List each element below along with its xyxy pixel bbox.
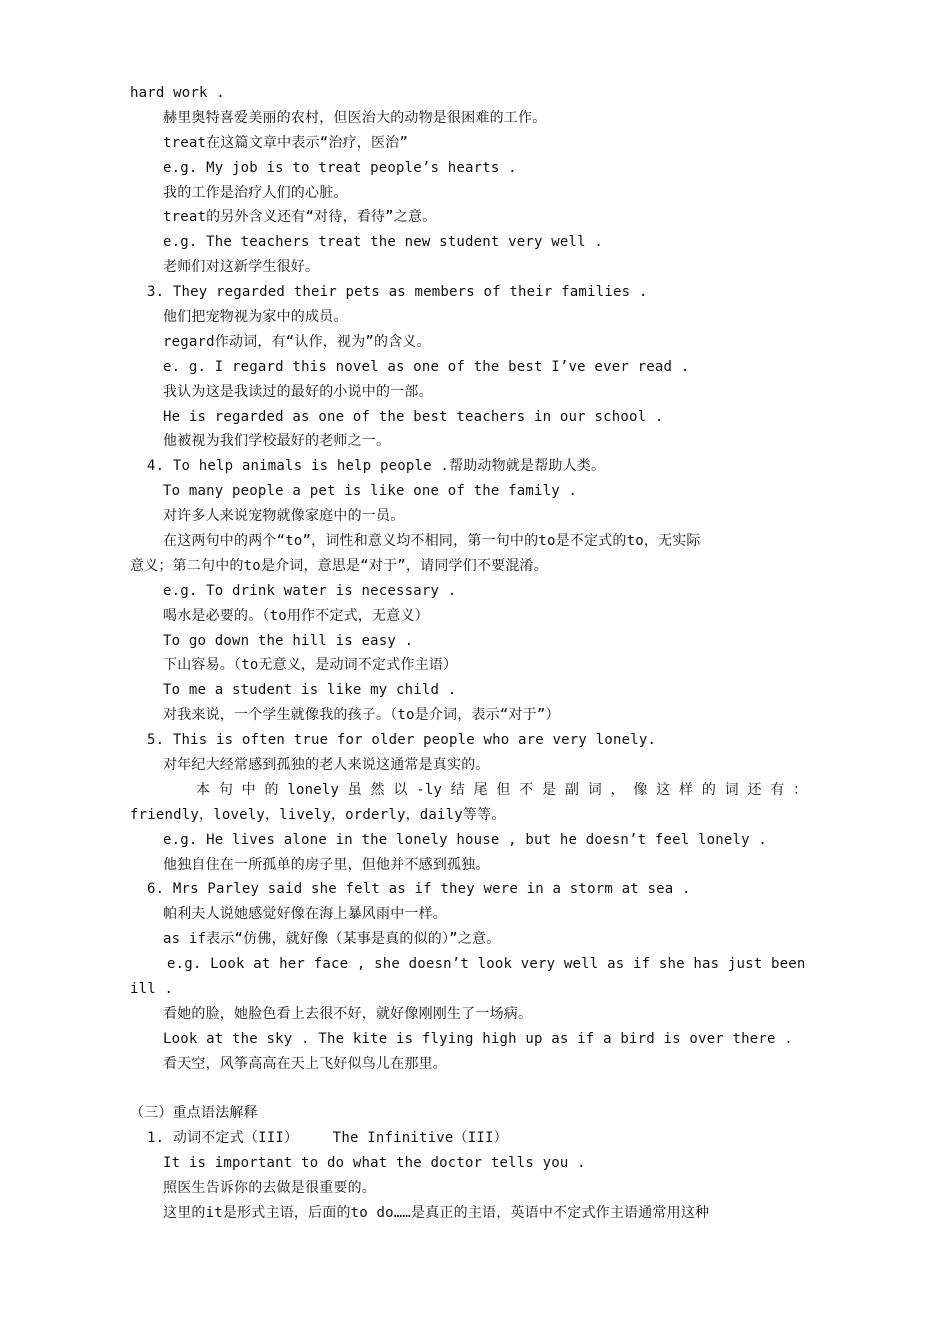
- text-line: ill .: [130, 981, 174, 997]
- text-line: 看天空，风筝高高在天上飞好似鸟儿在那里。: [163, 1056, 447, 1072]
- text-line: e.g. To drink water is necessary .: [163, 583, 457, 599]
- text-line: 意义；第二句中的to是介词，意思是“对于”，请同学们不要混淆。: [130, 558, 548, 574]
- text-line: 对年纪大经常感到孤独的老人来说这通常是真实的。: [163, 757, 490, 773]
- text-line: 赫里奥特喜爱美丽的农村，但医治大的动物是很困难的工作。: [163, 110, 547, 126]
- text-line: 他被视为我们学校最好的老师之一。: [163, 433, 391, 449]
- list-item-5: 5. This is often true for older people who are very lonely.: [147, 732, 657, 748]
- text-line: Look at the sky . The kite is flying high up as if a bird is over there .: [163, 1031, 793, 1047]
- text-line: 我的工作是治疗人们的心脏。: [163, 185, 348, 201]
- text-line: e.g. The teachers treat the new student very well .: [163, 234, 604, 250]
- text-line: e. g. I regard this novel as one of the best I’ve ever read .: [163, 359, 690, 375]
- text-line: 这里的it是形式主语，后面的to do……是真正的主语，英语中不定式作主语通常用这种: [163, 1205, 710, 1221]
- text-line: To me a student is like my child .: [163, 682, 457, 698]
- text-line: 他们把宠物视为家中的成员。: [163, 309, 348, 325]
- text-line: e.g. My job is to treat people’s hearts .: [163, 160, 517, 176]
- section-heading: （三）重点语法解释: [130, 1105, 258, 1121]
- list-item-6: 6. Mrs Parley said she felt as if they were in a storm at sea .: [147, 881, 691, 897]
- text-line: 对我来说，一个学生就像我的孩子。（to是介词，表示“对于”）: [163, 707, 560, 723]
- text-line: He is regarded as one of the best teachers in our school .: [163, 409, 664, 425]
- text-line: To go down the hill is easy .: [163, 633, 414, 649]
- text-line: 我认为这是我读过的最好的小说中的一部。: [163, 384, 433, 400]
- text-line: 下山容易。（to无意义，是动词不定式作主语）: [163, 657, 458, 673]
- text-line: hard work .: [130, 85, 225, 101]
- text-line: 照医生告诉你的去做是很重要的。: [163, 1180, 376, 1196]
- text-line: regard作动词，有“认作，视为”的含义。: [163, 334, 431, 350]
- text-line: 本 句 中 的 lonely 虽 然 以 -ly 结 尾 但 不 是 副 词 ， 像 这 样 的 词 还 有 ：: [196, 782, 808, 798]
- text-line: 老师们对这新学生很好。: [163, 259, 320, 275]
- text-line: treat在这篇文章中表示“治疗，医治”: [163, 135, 409, 151]
- text-line: 对许多人来说宠物就像家庭中的一员。: [163, 508, 405, 524]
- text-line: treat的另外含义还有“对待，看待”之意。: [163, 209, 437, 225]
- text-line: e.g. Look at her face , she doesn’t look very well as if she has just been: [167, 956, 806, 972]
- list-item-3: 3. They regarded their pets as members of their families .: [147, 284, 648, 300]
- text-line: 在这两句中的两个“to”，词性和意义均不相同，第一句中的to是不定式的to，无实际: [163, 533, 701, 549]
- text-line: e.g. He lives alone in the lonely house , but he doesn’t feel lonely .: [163, 832, 768, 848]
- text-line: as if表示“仿佛，就好像（某事是真的似的）”之意。: [163, 931, 501, 947]
- text-line: To many people a pet is like one of the family .: [163, 483, 578, 499]
- text-line: 看她的脸，她脸色看上去很不好，就好像刚刚生了一场病。: [163, 1006, 533, 1022]
- text-line: 他独自住在一所孤单的房子里，但他并不感到孤独。: [163, 857, 490, 873]
- text-line: It is important to do what the doctor tells you .: [163, 1155, 586, 1171]
- text-line: friendly，lovely，lively，orderly，daily等等。: [130, 807, 506, 823]
- list-item-4: 4. To help animals is help people .帮助动物就是帮助人类。: [147, 458, 606, 474]
- list-item-1: 1. 动词不定式（III） The Infinitive（III）: [147, 1130, 508, 1146]
- text-line: 帕利夫人说她感觉好像在海上暴风雨中一样。: [163, 906, 447, 922]
- text-line: 喝水是必要的。（to用作不定式，无意义）: [163, 608, 429, 624]
